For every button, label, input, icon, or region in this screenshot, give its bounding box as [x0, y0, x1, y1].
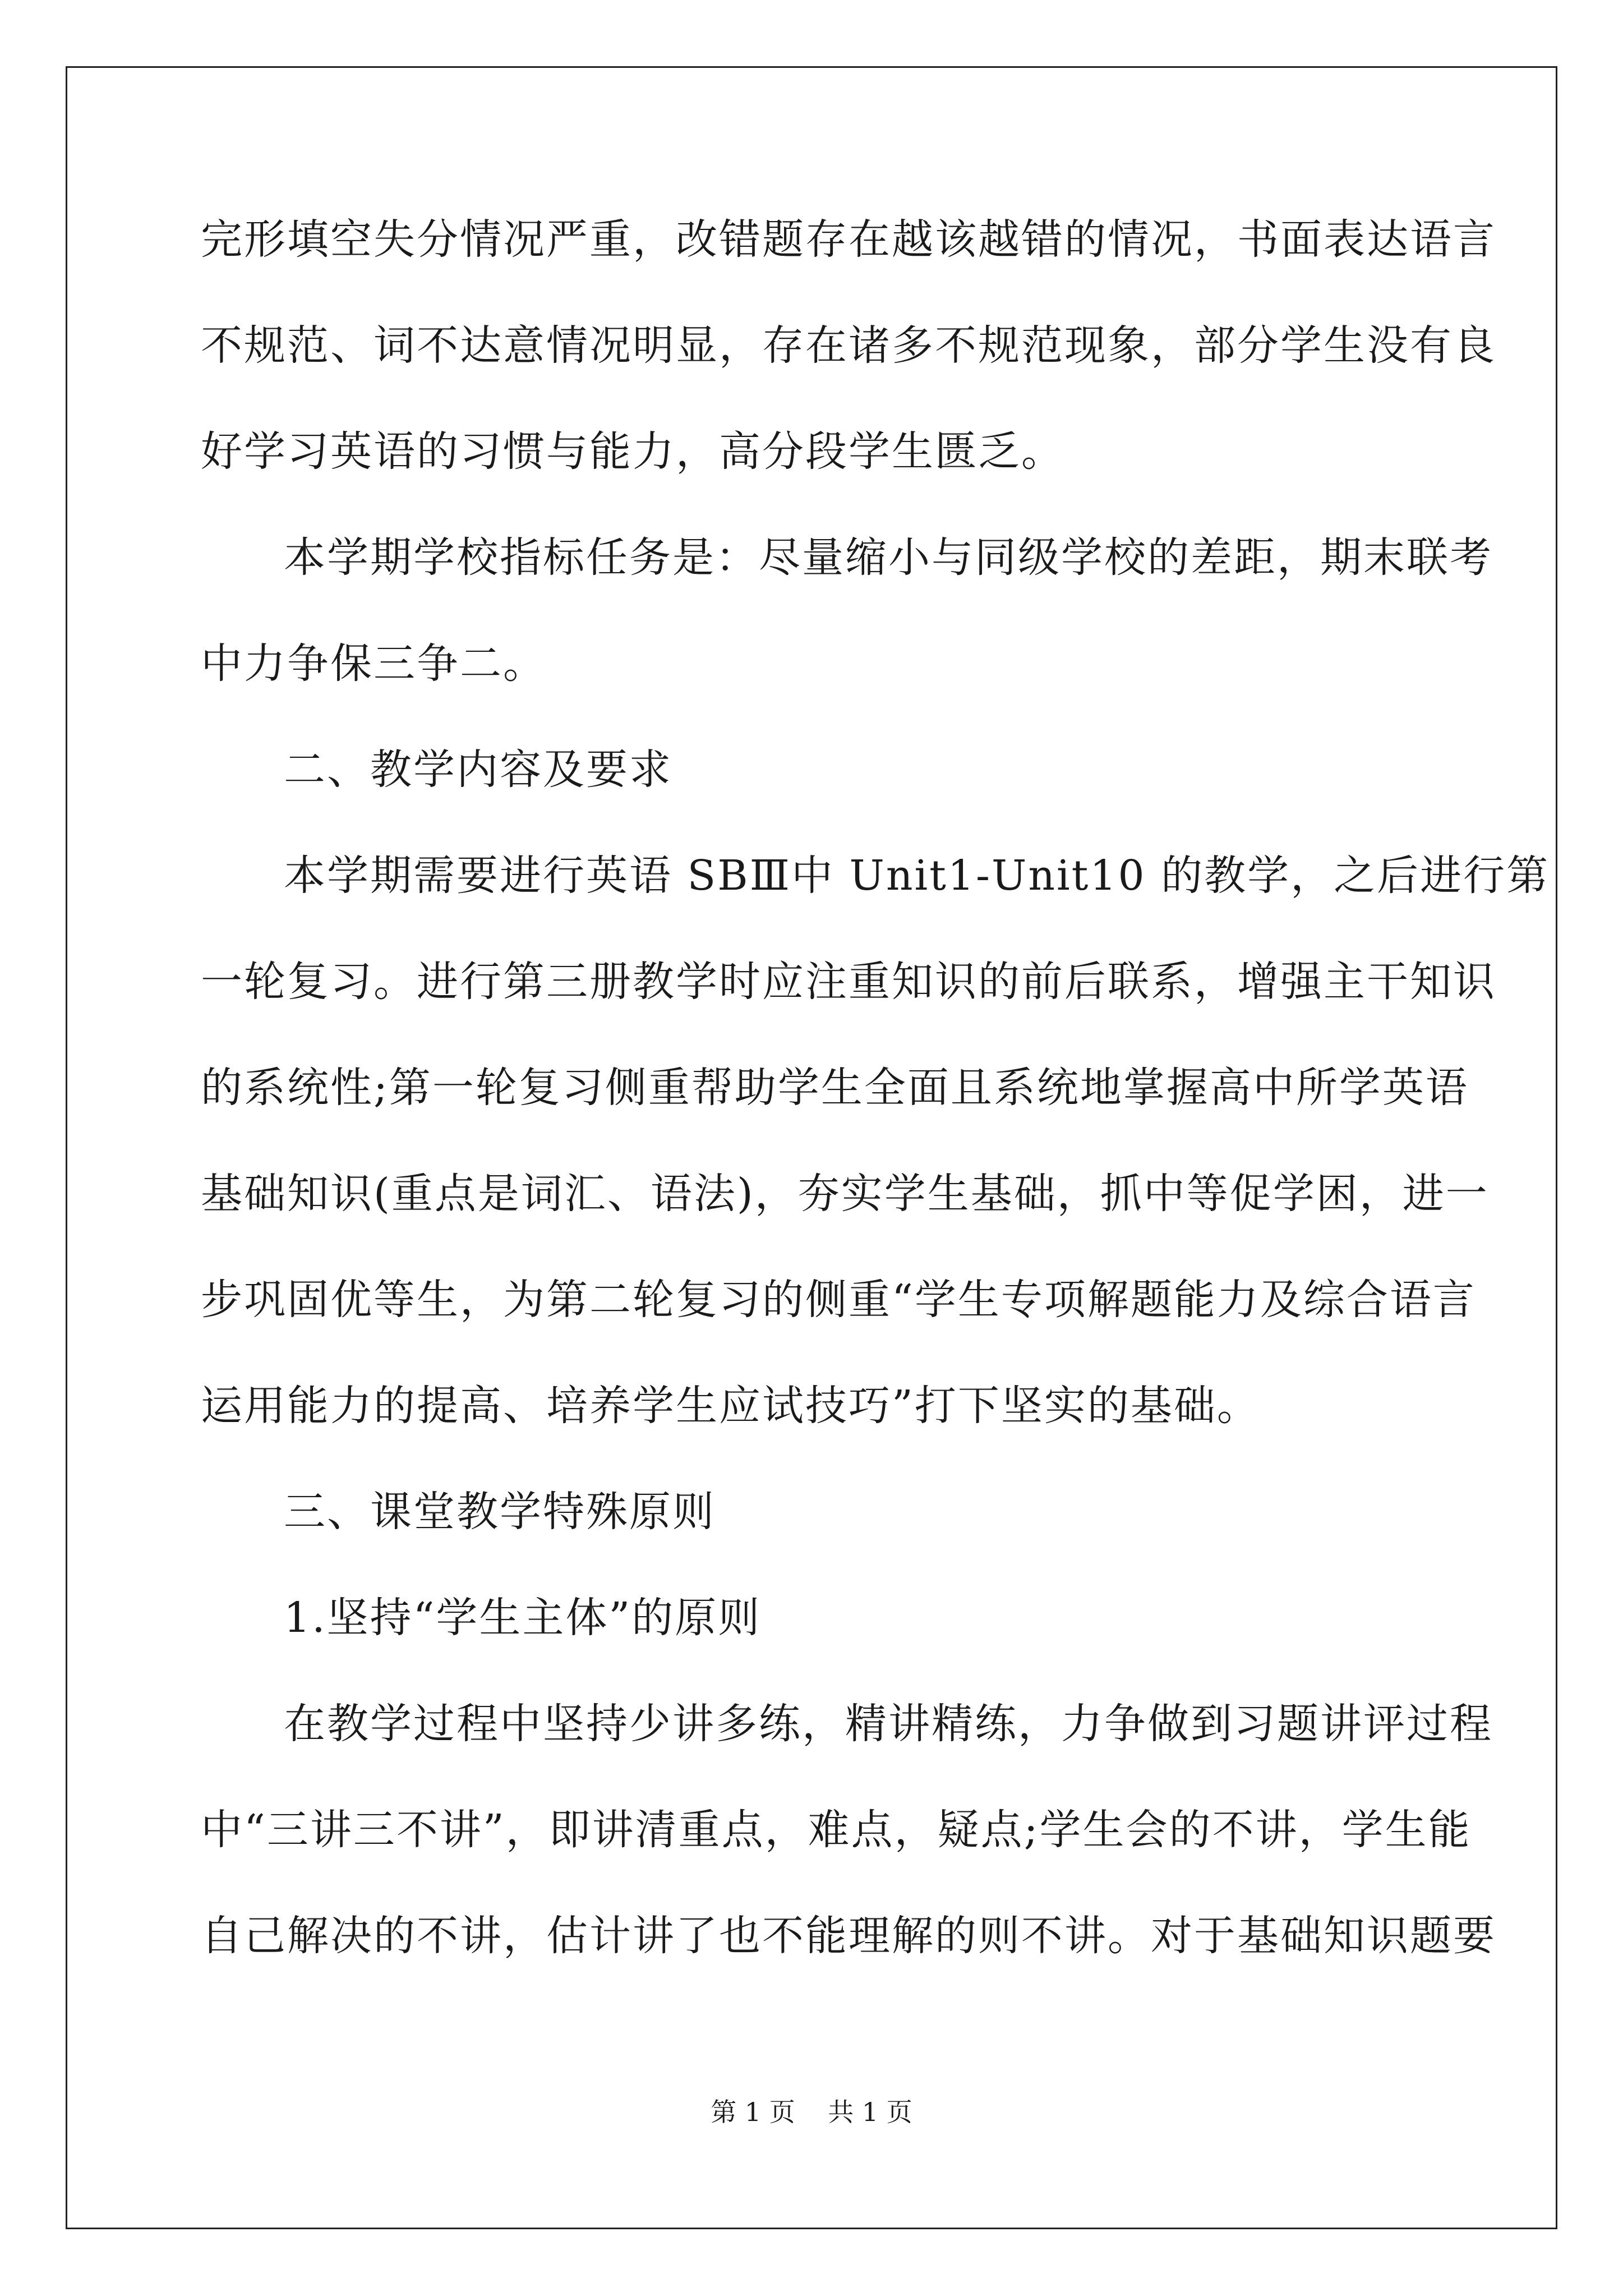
text-line: 基础知识(重点是词汇、语法)，夯实学生基础，抓中等促学困，进一: [201, 1170, 1489, 1218]
text-line: 本学期需要进行英语 SBⅢ中 Unit1-Unit10 的教学，之后进行第: [284, 852, 1550, 900]
text-line: 中“三讲三不讲”，即讲清重点，难点，疑点;学生会的不讲，学生能: [201, 1806, 1472, 1854]
text-line: 步巩固优等生，为第二轮复习的侧重“学生专项解题能力及综合语言: [201, 1276, 1476, 1324]
text-line: 三、课堂教学特殊原则: [284, 1488, 716, 1536]
text-line: 中力争保三争二。: [201, 639, 546, 688]
text-line: 在教学过程中坚持少讲多练，精讲精练，力争做到习题讲评过程: [284, 1700, 1493, 1748]
page-footer: 第 1 页 共 1 页: [711, 2097, 912, 2127]
text-line: 的系统性;第一轮复习侧重帮助学生全面且系统地掌握高中所学英语: [201, 1064, 1469, 1112]
text-line: 运用能力的提高、培养学生应试技巧”打下坚实的基础。: [201, 1382, 1260, 1430]
text-line: 不规范、词不达意情况明显，存在诸多不规范现象，部分学生没有良: [201, 321, 1496, 370]
document-body: [201, 213, 1550, 2016]
text-line: 好学习英语的习惯与能力，高分段学生匮乏。: [201, 427, 1064, 476]
text-line: 本学期学校指标任务是：尽量缩小与同级学校的差距，期末联考: [284, 533, 1493, 582]
text-line: 自己解决的不讲，估计讲了也不能理解的则不讲。对于基础知识题要: [201, 1912, 1496, 1960]
text-line: 完形填空失分情况严重，改错题存在越该越错的情况，书面表达语言: [201, 215, 1496, 264]
text-line: 二、教学内容及要求: [284, 746, 672, 794]
text-line: 1.坚持“学生主体”的原则: [284, 1594, 762, 1642]
text-line: 一轮复习。进行第三册教学时应注重知识的前后联系，增强主干知识: [201, 958, 1496, 1006]
